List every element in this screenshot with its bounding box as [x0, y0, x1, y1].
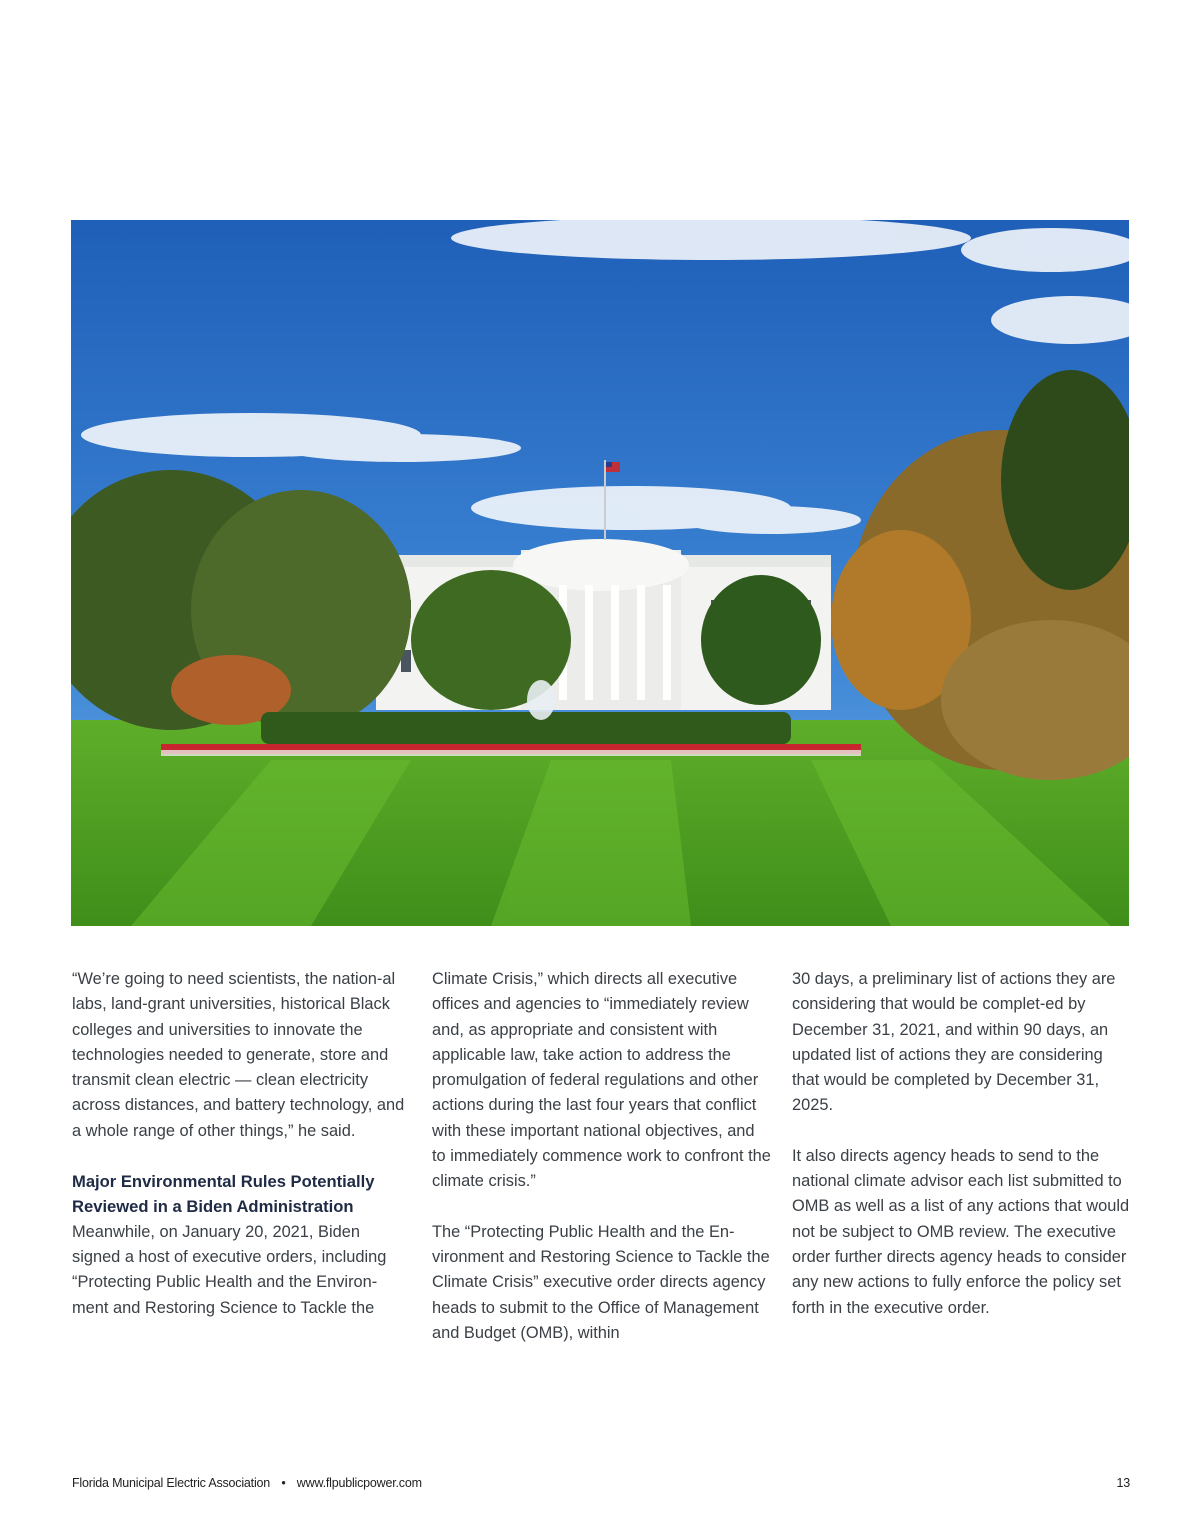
white-house-photo: [71, 220, 1129, 926]
body-paragraph: Meanwhile, on January 20, 2021, Biden signed a host of executive orders, including “Protecting Public Health and the Environ-ment and Restoring Science to Tackle the: [72, 1222, 387, 1317]
body-paragraph: 30 days, a preliminary list of actions they are considering that would be complet-ed by December 31, 2021, and within 90 days, an updated list of actions they are considering that would be completed by December 31, 2025.: [792, 970, 1116, 1115]
section-heading: Major Environmental Rules Potentially Reviewed in a Biden Administration: [72, 1172, 375, 1217]
page-footer: [72, 1476, 1130, 1490]
footer-url[interactable]: www.flpublicpower.com: [296, 1476, 422, 1490]
quote-paragraph: “We’re going to need scientists, the nation-al labs, land-grant universities, historical Black colleges and universities to innovate the technologies needed to generate, store and transmit clean electric — clean electricity across distances, and battery technology, and a whole range of other things,” he said.: [72, 970, 405, 1140]
footer-org: Florida Municipal Electric Association: [72, 1476, 271, 1490]
page-number: 13: [1116, 1476, 1130, 1490]
column-1: [72, 967, 412, 1321]
column-2: [432, 967, 772, 1346]
body-paragraph: It also directs agency heads to send to the national climate advisor each list submitted to OMB as well as a list of any actions that would not be subject to OMB review. The executive order further directs agency heads to consider any new actions to fully enforce the policy set forth in the executive order.: [792, 1146, 1130, 1317]
footer-bullet: •: [281, 1476, 286, 1490]
body-paragraph: Climate Crisis,” which directs all executive offices and agencies to “immediately review and, as appropriate and consistent with applicable law, take action to address the promulgation of federal regulations and other actions during the last four years that conflict with these important national objectives, and to immediately commence work to confront the climate crisis.”: [432, 970, 771, 1191]
column-3: [792, 967, 1132, 1321]
body-paragraph: The “Protecting Public Health and the En-vironment and Restoring Science to Tackle the Climate Crisis” executive order directs agency heads to submit to the Office of Management and Budget (OMB), within: [432, 1222, 770, 1342]
